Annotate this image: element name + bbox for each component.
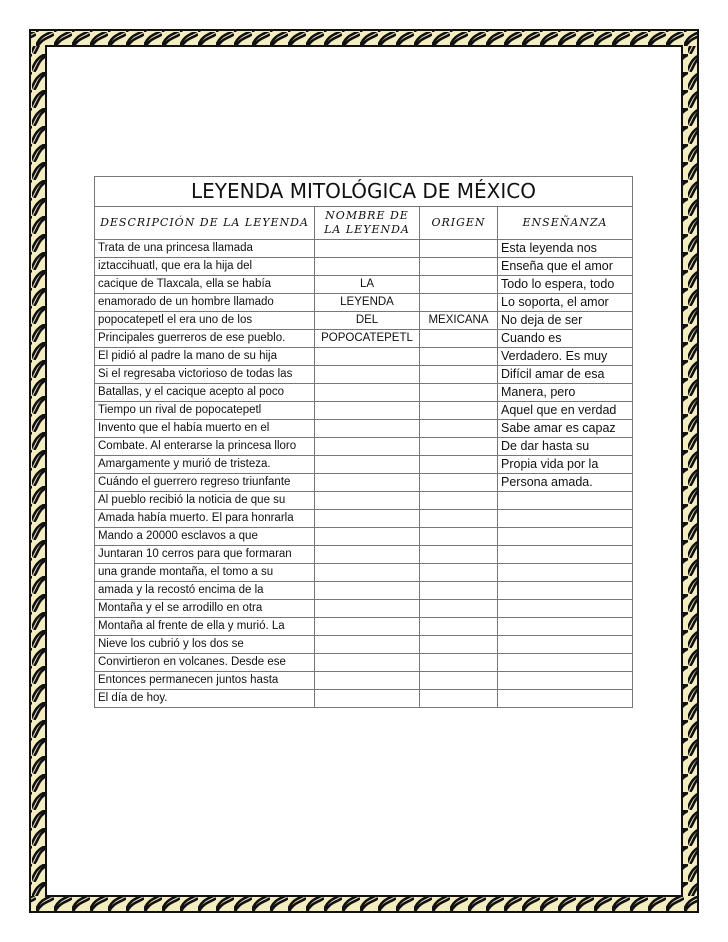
table-row <box>95 636 633 654</box>
cell-origin <box>420 510 498 528</box>
cell-description: una grande montaña, el tomo a su <box>95 564 315 582</box>
cell-legend-name <box>315 402 420 420</box>
header-description: DESCRIPCIÓN DE LA LEYENDA <box>95 207 315 240</box>
cell-description: Trata de una princesa llamada <box>95 240 315 258</box>
cell-origin <box>420 474 498 492</box>
table-row <box>95 312 633 330</box>
cell-teaching: Enseña que el amor <box>498 258 633 276</box>
cell-legend-name <box>315 600 420 618</box>
cell-teaching: Sabe amar es capaz <box>498 420 633 438</box>
cell-teaching <box>498 528 633 546</box>
cell-description: El día de hoy. <box>95 690 315 708</box>
cell-teaching <box>498 582 633 600</box>
table-row <box>95 258 633 276</box>
cell-legend-name <box>315 258 420 276</box>
cell-teaching: Esta leyenda nos <box>498 240 633 258</box>
cell-teaching: Aquel que en verdad <box>498 402 633 420</box>
table-row <box>95 510 633 528</box>
cell-origin <box>420 258 498 276</box>
cell-legend-name <box>315 636 420 654</box>
cell-teaching: Manera, pero <box>498 384 633 402</box>
legend-table <box>94 176 633 708</box>
cell-description: Montaña al frente de ella y murió. La <box>95 618 315 636</box>
cell-description: Tiempo un rival de popocatepetl <box>95 402 315 420</box>
cell-description: popocatepetl el era uno de los <box>95 312 315 330</box>
table-body <box>95 240 633 708</box>
cell-teaching <box>498 510 633 528</box>
cell-teaching <box>498 690 633 708</box>
cell-description: Montaña y el se arrodillo en otra <box>95 600 315 618</box>
cell-origin <box>420 384 498 402</box>
cell-origin <box>420 402 498 420</box>
cell-description: Principales guerreros de ese pueblo. <box>95 330 315 348</box>
cell-teaching: Difícil amar de esa <box>498 366 633 384</box>
cell-origin <box>420 240 498 258</box>
cell-description: Nieve los cubrió y los dos se <box>95 636 315 654</box>
cell-origin <box>420 672 498 690</box>
cell-description: Si el regresaba victorioso de todas las <box>95 366 315 384</box>
table-row <box>95 420 633 438</box>
cell-origin <box>420 564 498 582</box>
table-row <box>95 294 633 312</box>
cell-legend-name <box>315 348 420 366</box>
table-title: LEYENDA MITOLÓGICA DE MÉXICO <box>95 177 633 207</box>
header-legend-name: NOMBRE DE LA LEYENDA <box>315 207 420 240</box>
cell-description: Mando a 20000 esclavos a que <box>95 528 315 546</box>
table-row <box>95 330 633 348</box>
table-row <box>95 654 633 672</box>
header-teaching: ENSEÑANZA <box>498 207 633 240</box>
cell-description: cacique de Tlaxcala, ella se había <box>95 276 315 294</box>
cell-teaching: Persona amada. <box>498 474 633 492</box>
cell-origin <box>420 528 498 546</box>
cell-description: Al pueblo recibió la noticia de que su <box>95 492 315 510</box>
cell-legend-name <box>315 654 420 672</box>
table-row <box>95 528 633 546</box>
cell-legend-name <box>315 672 420 690</box>
cell-origin <box>420 690 498 708</box>
cell-origin <box>420 330 498 348</box>
cell-teaching <box>498 546 633 564</box>
cell-description: Invento que el había muerto en el <box>95 420 315 438</box>
cell-origin <box>420 654 498 672</box>
cell-origin <box>420 294 498 312</box>
cell-legend-name <box>315 528 420 546</box>
table-row <box>95 690 633 708</box>
cell-teaching <box>498 564 633 582</box>
cell-description: Cuándo el guerrero regreso triunfante <box>95 474 315 492</box>
cell-teaching: Cuando es <box>498 330 633 348</box>
table-row <box>95 384 633 402</box>
cell-origin <box>420 636 498 654</box>
cell-legend-name <box>315 384 420 402</box>
cell-legend-name <box>315 456 420 474</box>
cell-legend-name <box>315 474 420 492</box>
cell-teaching: De dar hasta su <box>498 438 633 456</box>
cell-origin <box>420 600 498 618</box>
cell-origin <box>420 582 498 600</box>
cell-teaching: No deja de ser <box>498 312 633 330</box>
table-row <box>95 492 633 510</box>
cell-legend-name <box>315 366 420 384</box>
cell-legend-name <box>315 438 420 456</box>
cell-legend-name <box>315 546 420 564</box>
cell-legend-name: DEL <box>315 312 420 330</box>
cell-description: Juntaran 10 cerros para que formaran <box>95 546 315 564</box>
cell-legend-name <box>315 564 420 582</box>
table-row <box>95 564 633 582</box>
cell-legend-name <box>315 582 420 600</box>
table-row <box>95 438 633 456</box>
table-row <box>95 474 633 492</box>
legend-document <box>94 176 632 708</box>
cell-teaching: Propia vida por la <box>498 456 633 474</box>
cell-description: iztaccihuatl, que era la hija del <box>95 258 315 276</box>
cell-origin <box>420 492 498 510</box>
header-row <box>95 207 633 240</box>
cell-teaching <box>498 618 633 636</box>
table-row <box>95 366 633 384</box>
table-row <box>95 546 633 564</box>
cell-legend-name <box>315 240 420 258</box>
cell-teaching <box>498 654 633 672</box>
cell-legend-name <box>315 510 420 528</box>
cell-origin <box>420 276 498 294</box>
table-row <box>95 348 633 366</box>
cell-description: enamorado de un hombre llamado <box>95 294 315 312</box>
cell-origin <box>420 438 498 456</box>
cell-origin <box>420 420 498 438</box>
table-row <box>95 582 633 600</box>
table-row <box>95 402 633 420</box>
table-row <box>95 276 633 294</box>
cell-origin <box>420 456 498 474</box>
cell-origin <box>420 618 498 636</box>
table-row <box>95 618 633 636</box>
cell-teaching <box>498 672 633 690</box>
table-row <box>95 240 633 258</box>
cell-teaching <box>498 600 633 618</box>
cell-description: amada y la recostó encima de la <box>95 582 315 600</box>
cell-description: Convirtieron en volcanes. Desde ese <box>95 654 315 672</box>
cell-origin <box>420 348 498 366</box>
cell-legend-name: LEYENDA <box>315 294 420 312</box>
cell-legend-name <box>315 690 420 708</box>
cell-teaching <box>498 492 633 510</box>
cell-description: Batallas, y el cacique acepto al poco <box>95 384 315 402</box>
cell-teaching: Verdadero. Es muy <box>498 348 633 366</box>
cell-legend-name: LA <box>315 276 420 294</box>
cell-teaching: Lo soporta, el amor <box>498 294 633 312</box>
header-origin: ORIGEN <box>420 207 498 240</box>
cell-origin <box>420 366 498 384</box>
cell-legend-name: POPOCATEPETL <box>315 330 420 348</box>
cell-legend-name <box>315 618 420 636</box>
cell-description: Amargamente y murió de tristeza. <box>95 456 315 474</box>
cell-origin <box>420 546 498 564</box>
cell-origin: MEXICANA <box>420 312 498 330</box>
cell-description: El pidió al padre la mano de su hija <box>95 348 315 366</box>
cell-legend-name <box>315 492 420 510</box>
cell-description: Amada había muerto. El para honrarla <box>95 510 315 528</box>
table-row <box>95 456 633 474</box>
cell-teaching <box>498 636 633 654</box>
table-row <box>95 600 633 618</box>
cell-teaching: Todo lo espera, todo <box>498 276 633 294</box>
cell-description: Combate. Al enterarse la princesa lloro <box>95 438 315 456</box>
cell-description: Entonces permanecen juntos hasta <box>95 672 315 690</box>
cell-legend-name <box>315 420 420 438</box>
table-row <box>95 672 633 690</box>
